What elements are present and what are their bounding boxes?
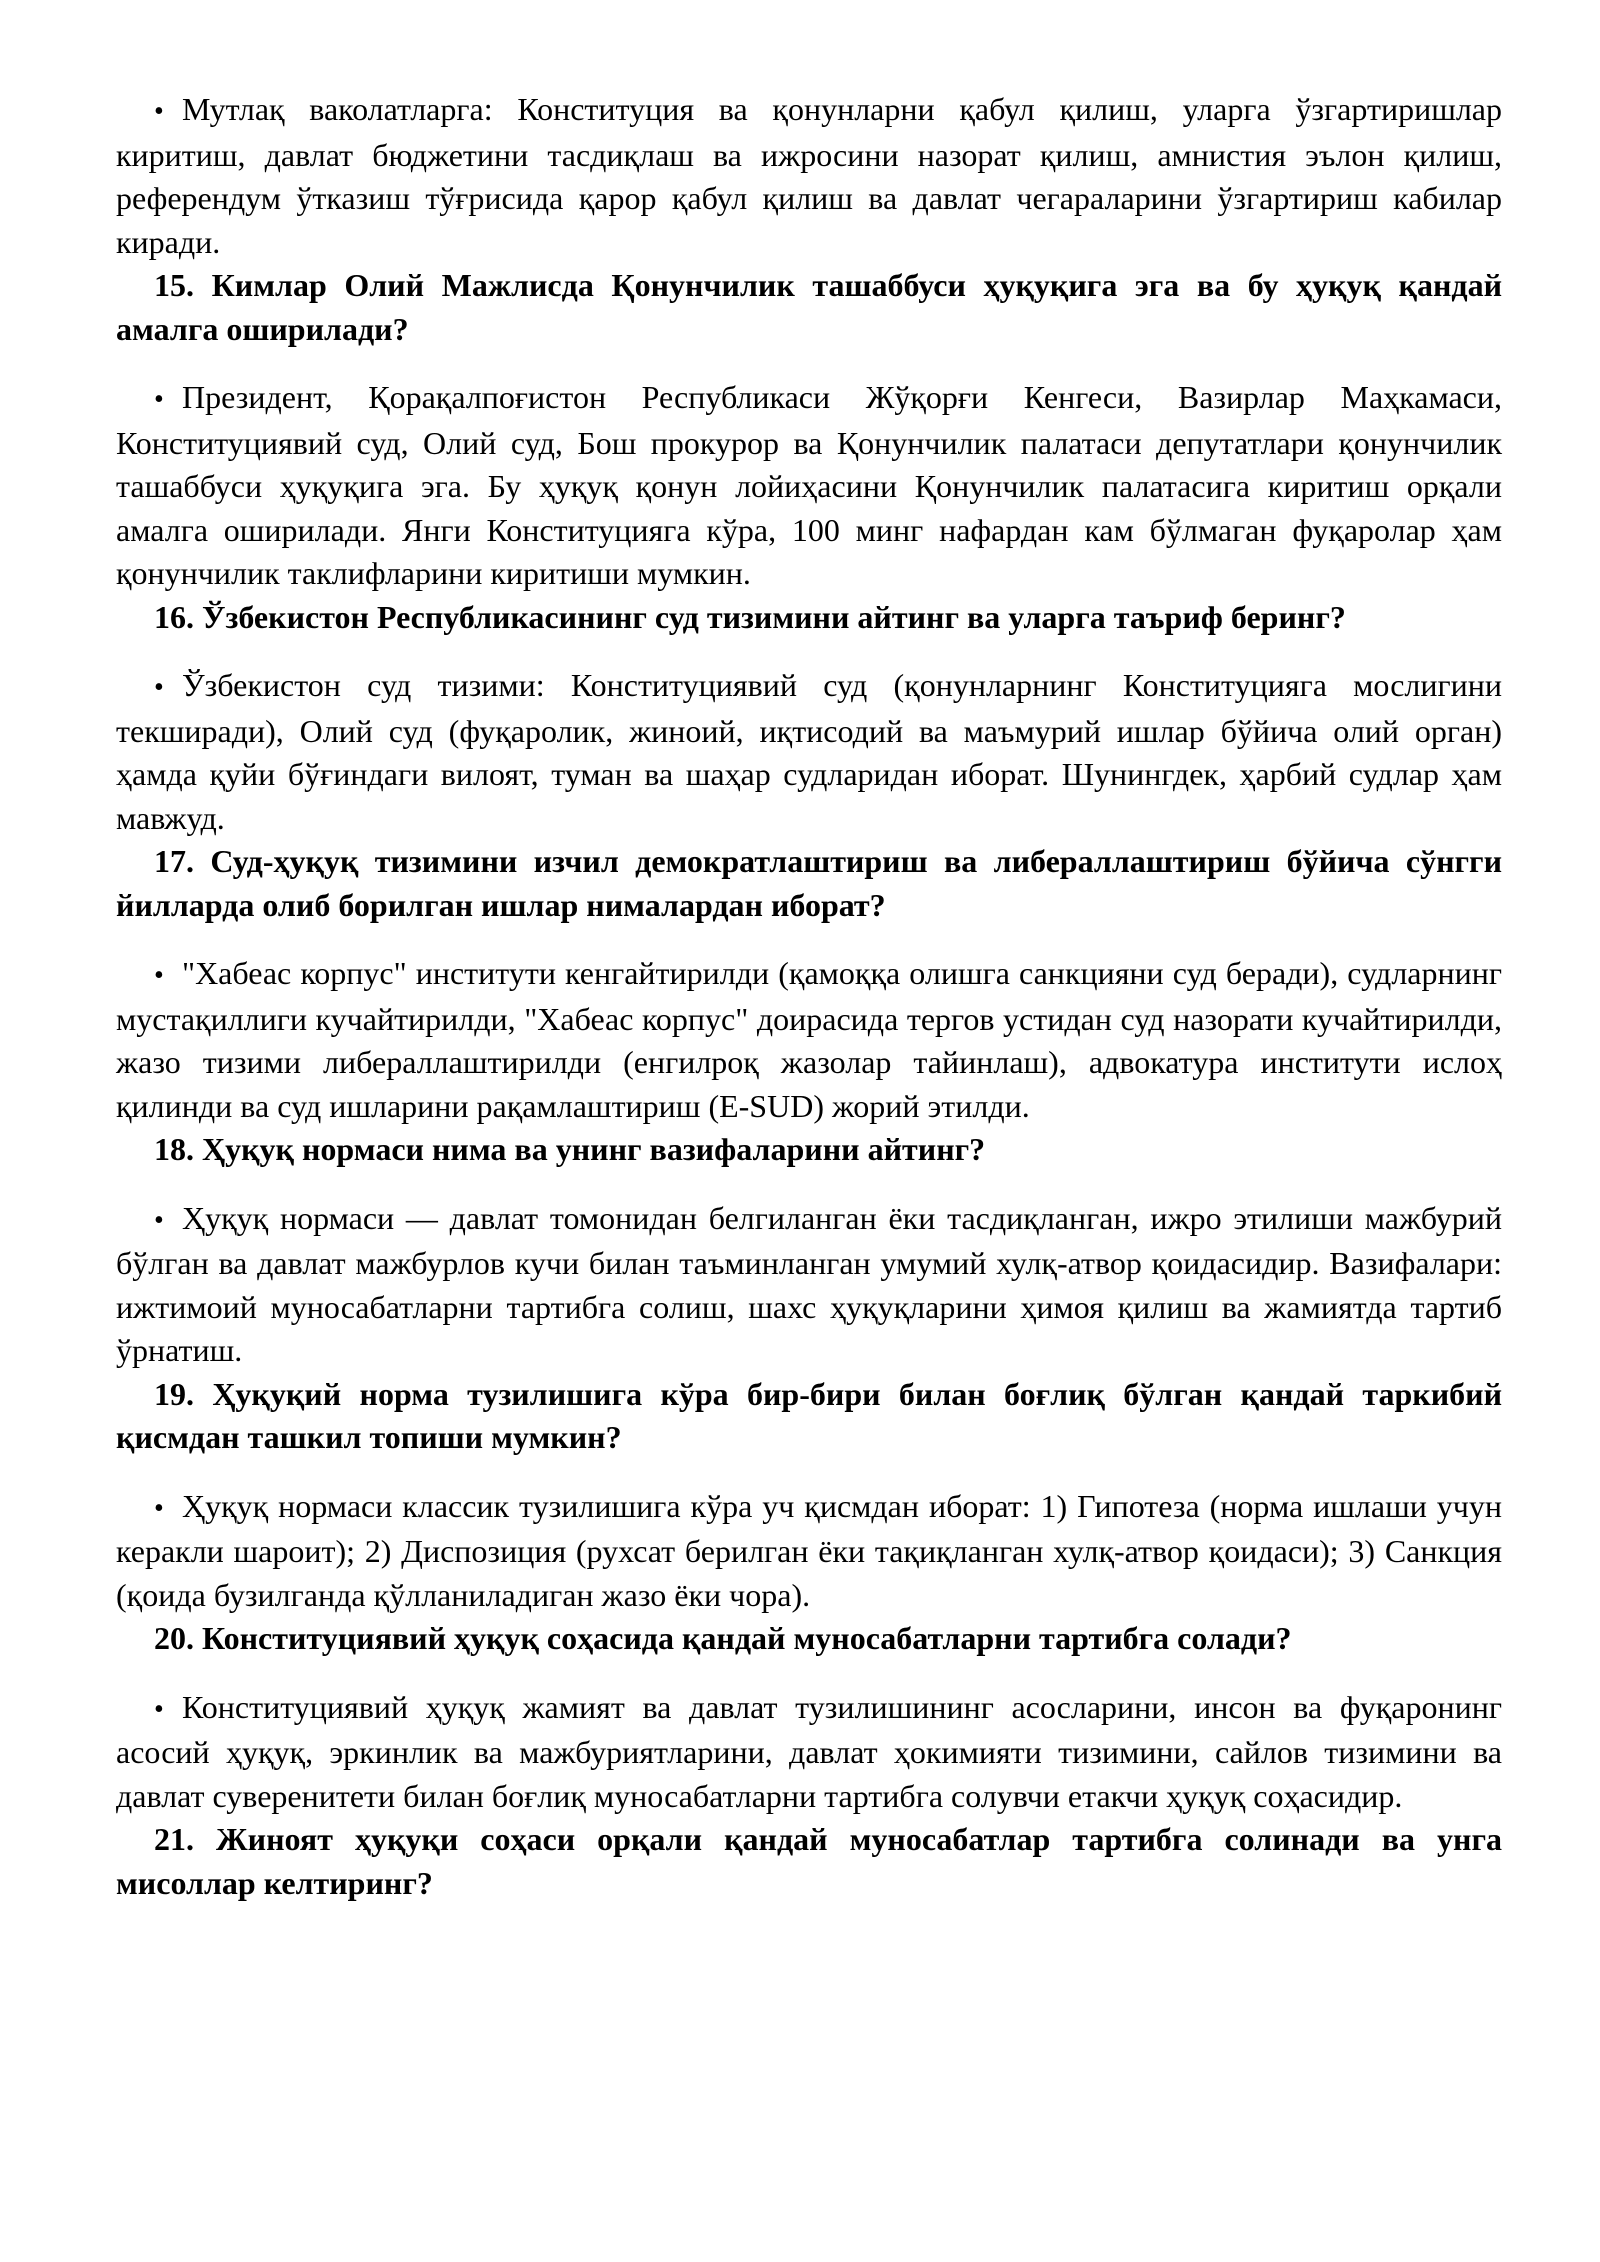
bullet-icon: •	[154, 384, 164, 415]
answer-paragraph	[116, 376, 1502, 596]
question-heading: 21. Жиноят ҳуқуқи соҳаси орқали қандай муносабатлар тартибга солинади ва унга мисоллар келтиринг?	[116, 1821, 1502, 1901]
answer-text: Президент, Қорақалпоғистон Республикаси Жўқорғи Кенгеси, Вазирлар Маҳкамаси, Конституциявий суд, Олий суд, Бош прокурор ва Қонунчилик палатаси депутатлари қонунчилик ташаббуси ҳуқуқига эга. Бу ҳуқуқ қонун лойиҳасини Қонунчилик палатасига киритиш орқали амалга оширилади. Янги Конституцияга кўра, 100 минг нафардан кам бўлмаган фуқаролар ҳам қонунчилик таклифларини киритиши мумкин.	[116, 379, 1502, 591]
question-heading: 20. Конституциявий ҳуқуқ соҳасида қандай муносабатларни тартибга солади?	[154, 1620, 1292, 1656]
answer-text: Конституциявий ҳуқуқ жамият ва давлат тузилишининг асосларини, инсон ва фуқаронинг асосий ҳуқуқ, эркинлик ва мажбуриятларини, давлат ҳокимияти тизимини, сайлов тизимини ва давлат суверенитети билан боғлиқ муносабатларни тартибга солувчи етакчи ҳуқуқ соҳасидир.	[116, 1688, 1502, 1814]
bullet-icon: •	[154, 96, 164, 127]
answer-paragraph	[116, 952, 1502, 1128]
question-heading: 17. Суд-ҳуқуқ тизимини изчил демократлаштириш ва либераллаштириш бўйича сўнгги йилларда олиб борилган ишлар нималардан иборат?	[116, 843, 1502, 923]
bullet-icon: •	[154, 1693, 164, 1725]
answer-paragraph	[116, 1485, 1502, 1618]
answer-paragraph	[116, 664, 1502, 840]
answer-text: Ўзбекистон суд тизими: Конституциявий суд (қонунларнинг Конституцияга мослигини текширади), Олий суд (фуқаролик, жиноий, иқтисодий ва маъмурий ишлар бўйича олий орган) ҳамда қуйи бўғиндаги вилоят, туман ва шаҳар судларидан иборат. Шунингдек, ҳарбий судлар ҳам мавжуд.	[116, 667, 1502, 836]
question-heading: 15. Кимлар Олий Мажлисда Қонунчилик ташаббуси ҳуқуқига эга ва бу ҳуқуқ қандай амалга оширилади?	[116, 267, 1502, 347]
document-page	[116, 88, 1502, 1930]
answer-paragraph	[116, 88, 1502, 264]
bullet-icon: •	[154, 960, 164, 991]
bullet-icon: •	[154, 1492, 164, 1524]
answer-text: Ҳуқуқ нормаси — давлат томонидан белгиланган ёки тасдиқланган, ижро этилиши мажбурий бўлган ва давлат мажбурлов кучи билан таъминланган умумий хулқ-атвор қоидасидир. Вазифалари: ижтимоий муносабатларни тартибга солиш, шахс ҳуқуқларини ҳимоя қилиш ва жамиятда тартиб ўрнатиш.	[116, 1199, 1502, 1368]
question-heading: 19. Ҳуқуқий норма тузилишига кўра бир-бири билан боғлиқ бўлган қандай таркибий қисмдан ташкил топиши мумкин?	[116, 1375, 1502, 1455]
answer-paragraph	[116, 1686, 1502, 1819]
answer-text: "Хабеас корпус" институти кенгайтирилди (қамоққа олишга санкцияни суд беради), судларнинг мустақиллиги кучайтирилди, "Хабеас корпус" доирасида тергов устидан суд назорати кучайтирилди, жазо тизими либераллаштирилди (енгилроқ жазолар тайинлаш), адвокатура институти ислоҳ қилинди ва суд ишларини рақамлаштириш (E-SUD) жорий этилди.	[116, 955, 1502, 1124]
answer-paragraph	[116, 1197, 1502, 1373]
answer-text: Мутлақ ваколатларга: Конституция ва қонунларни қабул қилиш, уларга ўзгартиришлар киритиш, давлат бюджетини тасдиқлаш ва ижросини назорат қилиш, амнистия эълон қилиш, референдум ўтказиш тўғрисида қарор қабул қилиш ва давлат чегараларини ўзгартириш кабилар киради.	[116, 91, 1502, 260]
question-heading: 18. Ҳуқуқ нормаси нима ва унинг вазифаларини айтинг?	[154, 1131, 986, 1167]
bullet-icon: •	[154, 1204, 164, 1236]
bullet-icon: •	[154, 672, 164, 703]
answer-text: Ҳуқуқ нормаси классик тузилишига кўра уч қисмдан иборат: 1) Гипотеза (норма ишлаши учун керакли шароит); 2) Диспозиция (рухсат берилган ёки тақиқланган хулқ-атвор қоидаси); 3) Санкция (қоида бузилганда қўлланиладиган жазо ёки чора).	[116, 1487, 1502, 1613]
question-heading: 16. Ўзбекистон Республикасининг суд тизимини айтинг ва уларга таъриф беринг?	[154, 598, 1346, 635]
